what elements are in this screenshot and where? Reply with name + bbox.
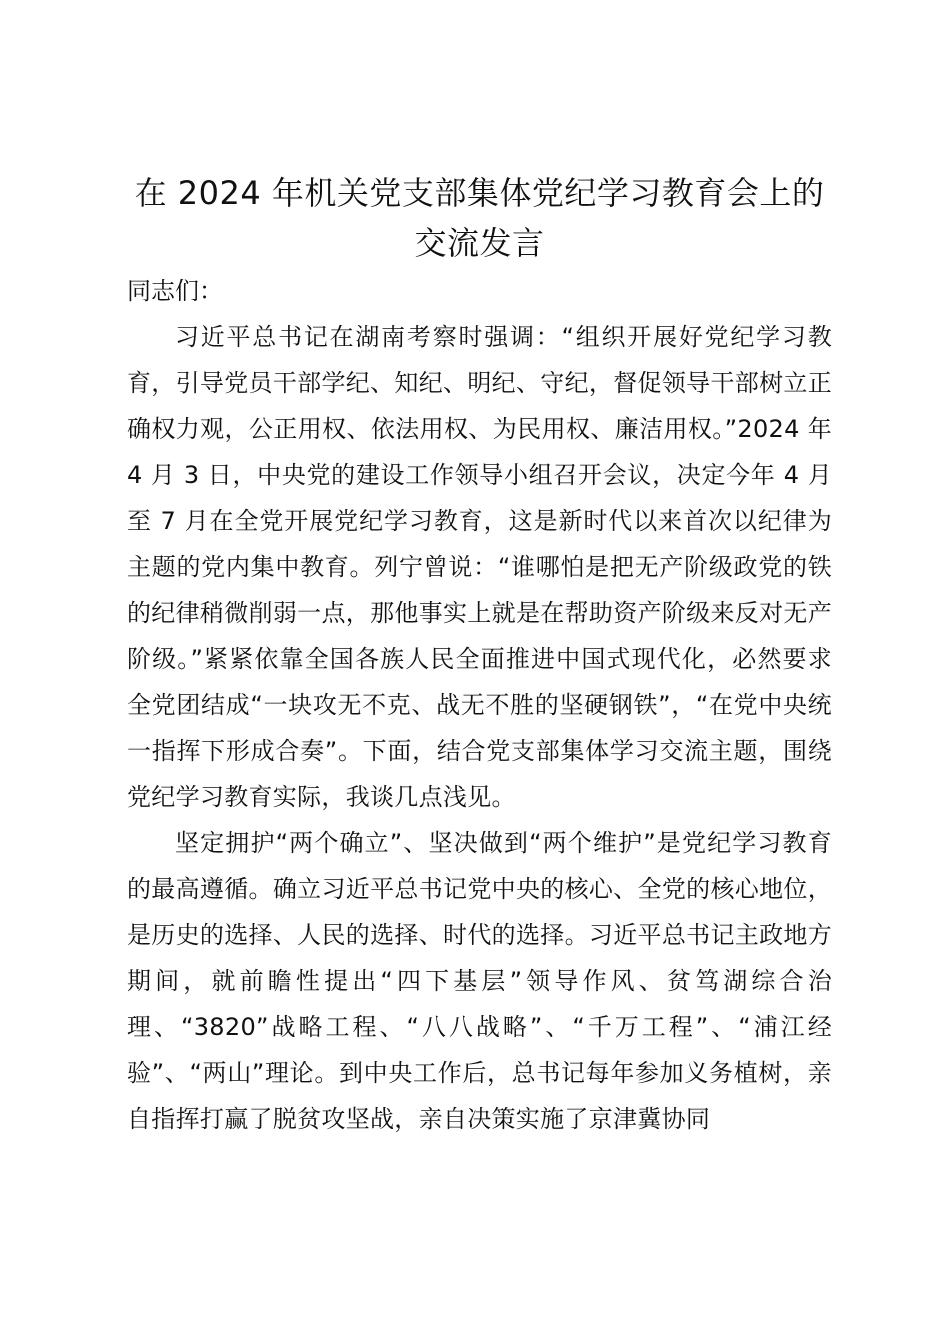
paragraph-2: 坚定拥护“两个确立”、坚决做到“两个维护”是党纪学习教育的最高遵循。确立习近平总书记党中央的核心、全党的核心地位，是历史的选择、人民的选择、时代的选择。习近平总书记主政地方期间，就前瞻性提出“四下基层”领导作风、贫笃湖综合治理、“3820”战略工程、“八八战略”、“千万工程”、“浦江经验”、“两山”理论。到中央工作后，总书记每年参加义务植树，亲自指挥打赢了脱贫攻坚战，亲自决策实施了京津冀协同 xyxy=(127,829,832,1133)
paragraph-1: 习近平总书记在湖南考察时强调：“组织开展好党纪学习教育，引导党员干部学纪、知纪、明纪、守纪，督促领导干部树立正确权力观，公正用权、依法用权、为民用权、廉洁用权。”2024 年 4 月 3 日，中央党的建设工作领导小组召开会议，决定今年 4 月至 7 月在全党开展党纪学习教育，这是新时代以来首次以纪律为主题的党内集中教育。列宁曾说：“谁哪怕是把无产阶级政党的铁的纪律稍微削弱一点，那他事实上就是在帮助资产阶级来反对无产阶级。”紧紧依靠全国各族人民全面推进中国式现代化，必然要求全党团结成“一块攻无不克、战无不胜的坚硬钢铁”，“在党中央统一指挥下形成合奏”。下面，结合党支部集体学习交流主题，围绕党纪学习教育实际，我谈几点浅见。 xyxy=(127,323,832,811)
salutation: 同志们： xyxy=(127,277,223,305)
document-title: 在 2024 年机关党支部集体党纪学习教育会上的交流发言 xyxy=(134,174,825,262)
document-body xyxy=(127,168,832,1142)
